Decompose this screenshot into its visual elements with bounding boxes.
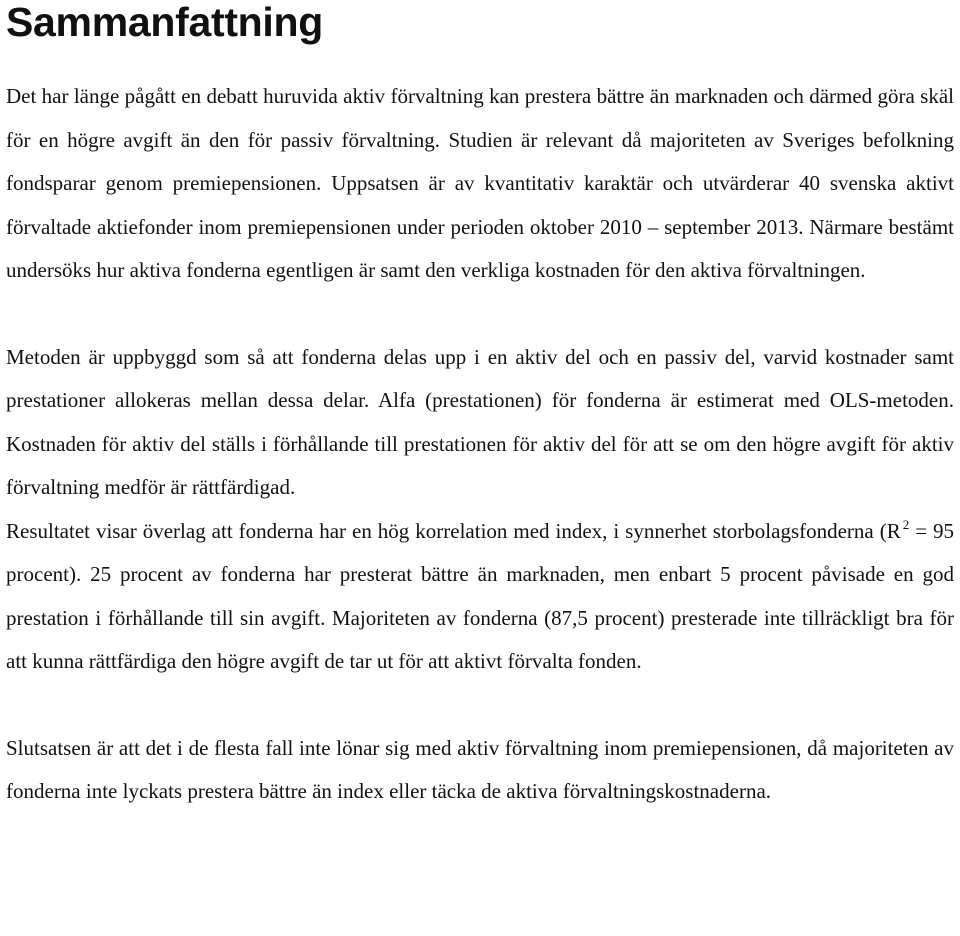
page-title: Sammanfattning [6,0,323,45]
summary-paragraph-results [6,510,954,684]
r-squared-superscript: 2 [902,516,910,532]
document-page [6,0,954,814]
results-text-end: = 95 procent). 25 procent av fonderna har presterat bättre än marknaden, men enbart 5 procent påvisade en god prestation i förhållande till sin avgift. Majoriteten av fonderna (87,5 procent) presterade inte tillräckligt bra för att kunna rättfärdiga den högre avgift de tar ut för att aktivt förvalta fonden. [6,518,954,673]
results-text-start: Resultatet visar överlag att fonderna har en hög korrelation med index, i synnerhet storbolagsfonderna (R [6,518,901,543]
summary-paragraph-method: Metoden är uppbyggd som så att fonderna delas upp i en aktiv del och en passiv del, varvid kostnader samt prestationer allokeras mellan dessa delar. Alfa (prestationen) för fonderna är estimerat med OLS-metoden. Kostnaden för aktiv del ställs i förhållande till prestationen för aktiv del för att se om den högre avgift för aktiv förvaltning medför är rättfärdigad. [6,344,954,499]
summary-paragraph-conclusion: Slutsatsen är att det i de flesta fall inte lönar sig med aktiv förvaltning inom premiepensionen, då majoriteten av fonderna inte lyckats prestera bättre än index eller täcka de aktiva förvaltningskostnaderna. [6,735,954,803]
summary-paragraph-background: Det har länge pågått en debatt huruvida aktiv förvaltning kan prestera bättre än marknaden och därmed göra skäl för en högre avgift än den för passiv förvaltning. Studien är relevant då majoriteten av Sveriges befolkning fondsparar genom premiepensionen. Uppsatsen är av kvantitativ karaktär och utvärderar 40 svenska aktivt förvaltade aktiefonder inom premiepensionen under perioden oktober 2010 – september 2013. Närmare bestämt undersöks hur aktiva fonderna egentligen är samt den verkliga kostnaden för den aktiva förvaltningen. [6,84,954,282]
